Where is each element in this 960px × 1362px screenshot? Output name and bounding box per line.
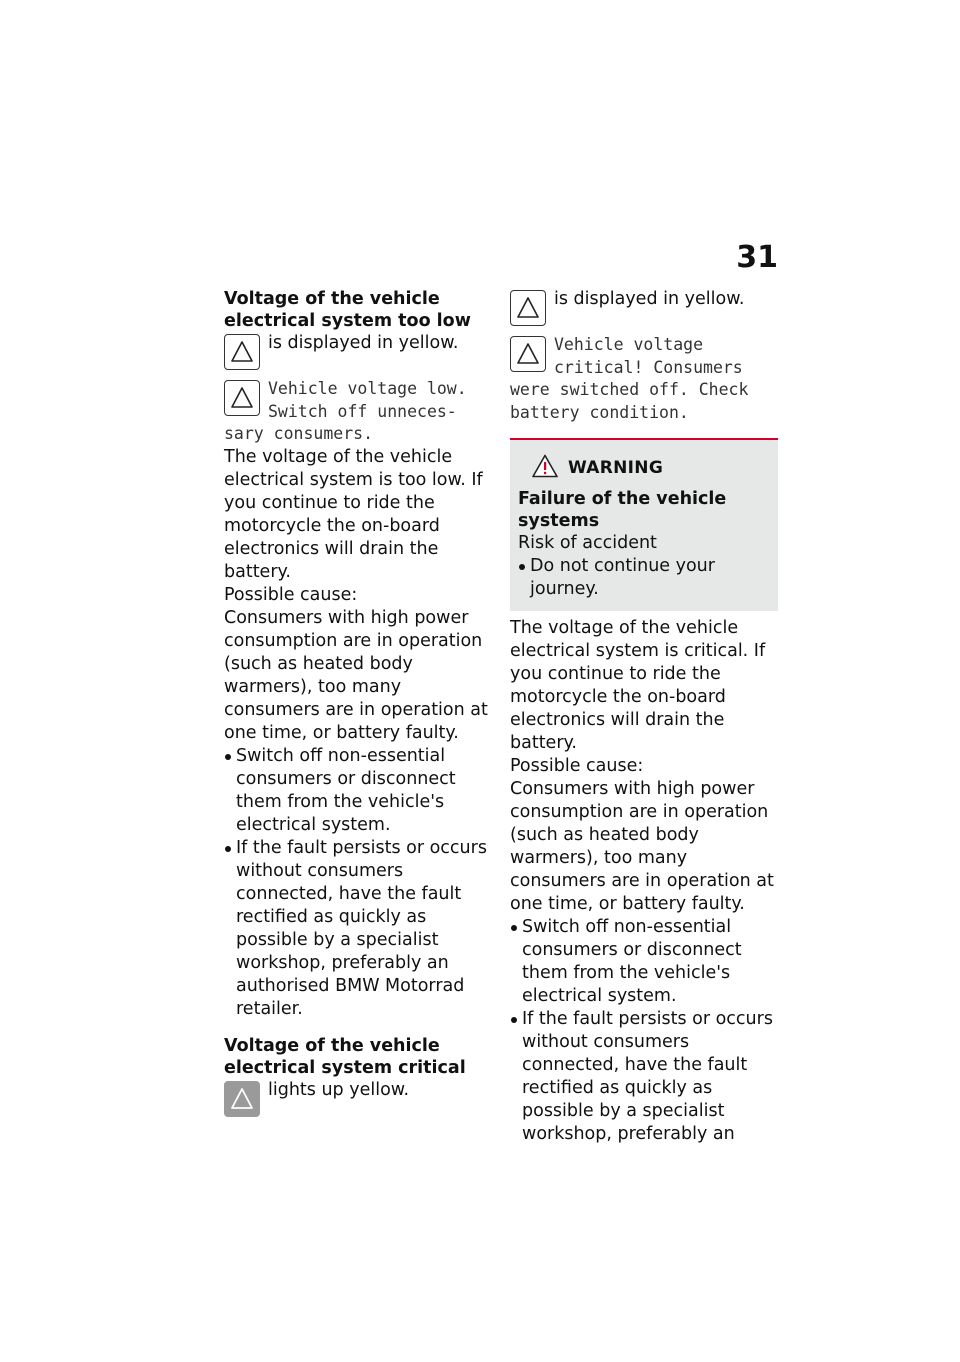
display-message-line2: Switch off unneces- xyxy=(268,401,457,421)
indicator-row xyxy=(224,1079,492,1119)
warning-triangle-icon xyxy=(510,290,546,326)
list-item: Do not continue your journey. xyxy=(518,555,768,601)
display-message xyxy=(224,378,492,423)
list-item: If the fault persists or occurs without consumers connected, have the fault rectified as quickly as possible by a specialist workshop, preferably an authorised BMW Motorrad retailer. xyxy=(224,837,492,1021)
section-title-critical-line2: electrical system critical xyxy=(224,1057,466,1078)
list-item: Switch off non-essential consumers or disconnect them from the vehicle's electrical system. xyxy=(510,916,778,1008)
description: The voltage of the vehicle electrical system is too low. If you continue to ride the motorcycle the on-board electronics will drain the battery. xyxy=(224,446,483,582)
cause-label: Possible cause: xyxy=(510,756,644,776)
warning-list xyxy=(518,555,768,601)
section-title-low-voltage-line1: Voltage of the vehicle xyxy=(224,289,440,309)
list-item: Switch off non-essential consumers or disconnect them from the vehicle's electrical system. xyxy=(224,745,492,837)
display-message-line3: were switched off. Check xyxy=(510,380,749,399)
cause-text: Consumers with high power consumption are in operation (such as heated body warmers), too many consumers are in operation at one time, or battery faulty. xyxy=(510,779,774,914)
warning-box xyxy=(510,438,778,611)
section-title-low-voltage-line2: electrical system too low xyxy=(224,311,471,331)
display-message-line4: battery condition. xyxy=(510,402,689,422)
indicator-text: is displayed in yellow. xyxy=(268,333,459,353)
left-column xyxy=(224,288,492,1119)
display-message-line1: Vehicle voltage xyxy=(554,335,704,354)
warning-triangle-icon xyxy=(510,336,546,372)
cause-text: Consumers with high power consumption are in operation (such as heated body warmers), too many consumers are in operation at one time, or battery faulty. xyxy=(224,607,488,743)
display-message xyxy=(510,334,778,379)
indicator-row xyxy=(510,288,778,328)
warning-risk: Risk of accident xyxy=(518,533,657,553)
indicator-text: is displayed in yellow. xyxy=(554,289,745,309)
warning-exclamation-icon xyxy=(532,454,558,482)
page-number: 31 xyxy=(736,240,778,275)
display-message-line1: Vehicle voltage low. xyxy=(268,379,467,398)
action-list xyxy=(510,916,778,1146)
display-message-line2: critical! Consumers xyxy=(554,357,743,377)
indicator-text: lights up yellow. xyxy=(268,1079,410,1100)
cause-label: Possible cause: xyxy=(224,584,358,605)
warning-header xyxy=(532,454,768,482)
warning-title: Failure of the vehicle systems xyxy=(518,489,727,531)
display-message-line3: sary consumers. xyxy=(224,424,374,443)
list-item: If the fault persists or occurs without consumers connected, have the fault rectified as quickly as possible by a specialist workshop, preferably an xyxy=(510,1008,778,1146)
warning-triangle-icon xyxy=(224,380,260,416)
right-column xyxy=(510,288,778,1146)
description: The voltage of the vehicle electrical system is critical. If you continue to ride the motorcycle the on-board electronics will drain the battery. xyxy=(510,618,766,753)
indicator-row xyxy=(224,332,492,372)
warning-triangle-icon xyxy=(224,1081,260,1117)
warning-triangle-icon xyxy=(224,334,260,370)
action-list xyxy=(224,745,492,1021)
section-title-critical-line1: Voltage of the vehicle xyxy=(224,1035,440,1056)
warning-label: WARNING xyxy=(568,458,664,478)
